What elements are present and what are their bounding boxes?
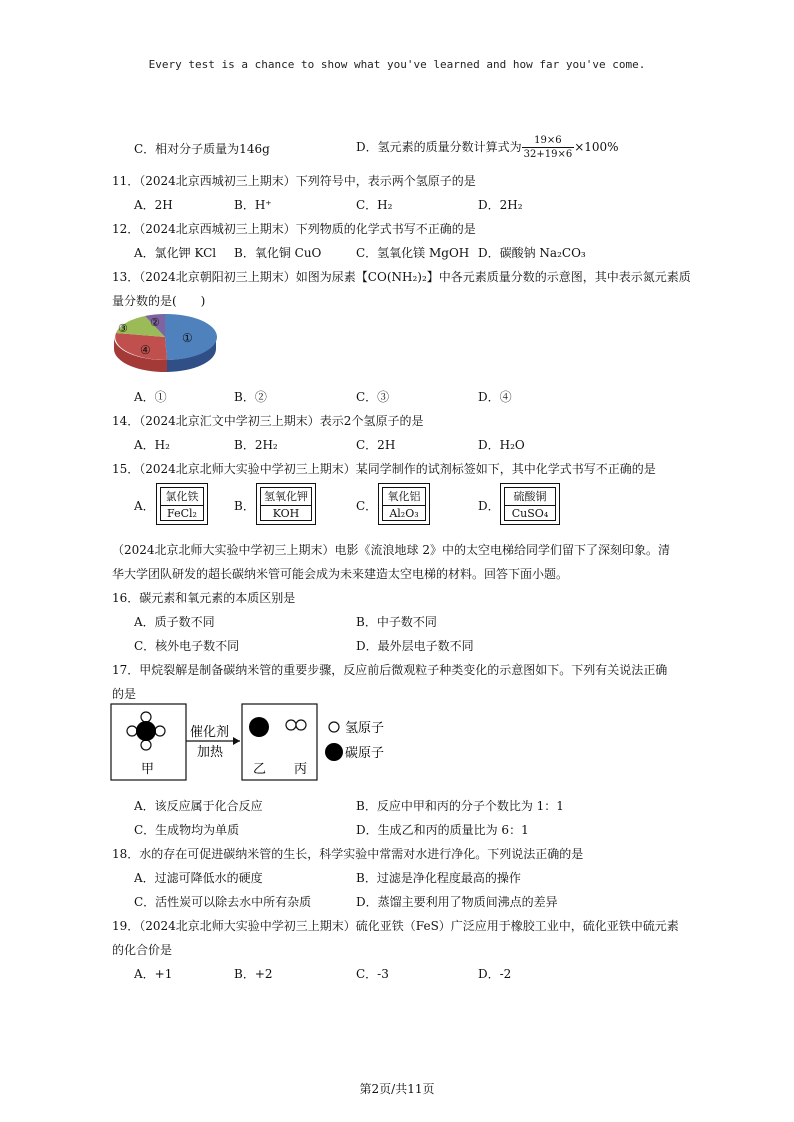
q17-option-c: C．生成物均为单质 xyxy=(134,823,240,837)
q18-option-a: A．过滤可降低水的硬度 xyxy=(134,871,263,885)
q13-stem-line2: 量分数的是( ) xyxy=(112,294,206,308)
q10-fraction-numerator: 19×6 xyxy=(522,134,575,148)
q11-stem: 11．（2024北京西城初三上期末）下列符号中，表示两个氢原子的是 xyxy=(112,174,476,188)
diagram-catalyst: 催化剂 xyxy=(190,725,230,740)
q14-option-a: A．H₂ xyxy=(134,438,170,452)
q15-option-a: A． xyxy=(134,499,155,513)
q16-option-a: A．质子数不同 xyxy=(134,615,215,629)
q13-option-b: B．② xyxy=(234,390,267,404)
q17-option-a: A．该反应属于化合反应 xyxy=(134,799,263,813)
reagent-name: 氧化铝 xyxy=(383,488,425,506)
diagram-label-bing: 丙 xyxy=(294,762,308,777)
page-motto: Every test is a chance to show what you've learned and how far you've come. xyxy=(148,58,646,71)
q14-option-c: C．2H xyxy=(356,438,396,452)
q15-option-c: C． xyxy=(356,499,378,513)
reagent-name: 氯化铁 xyxy=(161,488,203,506)
passage-line1: （2024北京北师大实验中学初三上期末）电影《流浪地球 2》中的太空电梯给同学们留下了深刻印象。清 xyxy=(112,543,670,557)
q13-option-c: C．③ xyxy=(356,390,390,404)
q13-option-d: D．④ xyxy=(478,390,512,404)
q16-stem: 16．碳元素和氧元素的本质区别是 xyxy=(112,591,296,605)
reagent-formula: CuSO₄ xyxy=(511,507,549,520)
q16-option-c: C．核外电子数不同 xyxy=(134,639,240,653)
q19-stem-line2: 的化合价是 xyxy=(112,943,173,957)
q19-option-b: B．+2 xyxy=(234,967,273,981)
q13-pie-chart xyxy=(112,312,218,374)
reagent-formula: FeCl₂ xyxy=(167,507,197,520)
q12-stem: 12．（2024北京西城初三上期末）下列物质的化学式书写不正确的是 xyxy=(112,222,476,236)
q11-option-c: C．H₂ xyxy=(356,198,393,212)
q17-reaction-diagram xyxy=(110,703,400,783)
reagent-label-a xyxy=(156,483,208,525)
reagent-name: 硫酸铜 xyxy=(505,488,555,506)
reagent-name: 氢氧化钾 xyxy=(261,488,311,506)
q17-stem-line1: 17．甲烷裂解是制备碳纳米管的重要步骤，反应前后微观粒子种类变化的示意图如下。下列有关说法正确 xyxy=(112,663,668,677)
page-footer: 第2页/共11页 xyxy=(359,1082,435,1096)
q10-fraction-denominator: 32+19×6 xyxy=(523,149,573,160)
pie-label-4: ④ xyxy=(140,343,151,357)
reagent-label-c xyxy=(378,483,430,525)
legend-hydrogen: 氢原子 xyxy=(345,721,385,736)
q18-option-b: B．过滤是净化程度最高的操作 xyxy=(356,871,521,885)
q12-option-c: C．氢氧化镁 MgOH xyxy=(356,246,470,260)
q12-option-d: D．碳酸钠 Na₂CO₃ xyxy=(478,246,586,260)
reagent-label-b xyxy=(256,483,316,525)
q15-option-d: D． xyxy=(478,499,500,513)
q17-option-b: B．反应中甲和丙的分子个数比为 1：1 xyxy=(356,799,564,813)
q15-option-b: B． xyxy=(234,499,255,513)
q10-option-c: C．相对分子质量为146g xyxy=(134,142,270,156)
q11-option-b: B．H⁺ xyxy=(234,198,272,212)
q10-option-d xyxy=(356,134,619,160)
q19-option-a: A．+1 xyxy=(134,967,173,981)
q11-option-d: D．2H₂ xyxy=(478,198,523,212)
q14-option-b: B．2H₂ xyxy=(234,438,278,452)
pie-label-1: ① xyxy=(182,331,193,345)
diagram-label-yi: 乙 xyxy=(253,762,267,777)
q12-option-b: B．氧化铜 CuO xyxy=(234,246,322,260)
q13-option-a: A．① xyxy=(134,390,167,404)
q14-option-d: D．H₂O xyxy=(478,438,525,452)
reagent-label-d xyxy=(500,483,560,525)
q13-stem-line1: 13．（2024北京朝阳初三上期末）如图为尿素【CO(NH₂)₂】中各元素质量分数的示意图，其中表示氮元素质 xyxy=(112,270,691,284)
q17-option-d: D．生成乙和丙的质量比为 6：1 xyxy=(356,823,529,837)
diagram-heat: 加热 xyxy=(197,745,224,760)
q12-option-a: A．氯化钾 KCl xyxy=(134,246,217,260)
q16-option-b: B．中子数不同 xyxy=(356,615,437,629)
legend-carbon: 碳原子 xyxy=(345,746,385,761)
q18-option-d: D．蒸馏主要利用了物质间沸点的差异 xyxy=(356,895,558,909)
q18-stem: 18．水的存在可促进碳纳米管的生长，科学实验中常需对水进行净化。下列说法正确的是 xyxy=(112,847,584,861)
reagent-formula: KOH xyxy=(272,507,300,520)
q18-option-c: C．活性炭可以除去水中所有杂质 xyxy=(134,895,312,909)
passage-line2: 华大学团队研发的超长碳纳米管可能会成为未来建造太空电梯的材料。回答下面小题。 xyxy=(112,567,569,581)
q17-stem-line2: 的是 xyxy=(112,687,137,701)
q16-option-d: D．最外层电子数不同 xyxy=(356,639,474,653)
pie-label-2: ② xyxy=(150,316,160,329)
reagent-formula: Al₂O₃ xyxy=(389,507,419,520)
q14-stem: 14．（2024北京汇文中学初三上期末）表示2个氢原子的是 xyxy=(112,414,424,428)
q10-option-d-prefix: D．氢元素的质量分数计算式为 xyxy=(356,140,522,154)
q19-option-c: C．-3 xyxy=(356,967,389,981)
q10-option-d-suffix: ×100% xyxy=(574,140,619,154)
diagram-label-jia: 甲 xyxy=(141,762,155,777)
q19-stem-line1: 19．（2024北京北师大实验中学初三上期末）硫化亚铁（FeS）广泛应用于橡胶工业中，硫化亚铁中硫元素 xyxy=(112,919,679,933)
pie-label-3: ③ xyxy=(118,322,128,335)
q11-option-a: A．2H xyxy=(134,198,173,212)
q19-option-d: D．-2 xyxy=(478,967,512,981)
q15-stem: 15．（2024北京北师大实验中学初三上期末）某同学制作的试剂标签如下，其中化学式书写不正确的是 xyxy=(112,462,656,476)
q10-fraction xyxy=(522,134,575,161)
